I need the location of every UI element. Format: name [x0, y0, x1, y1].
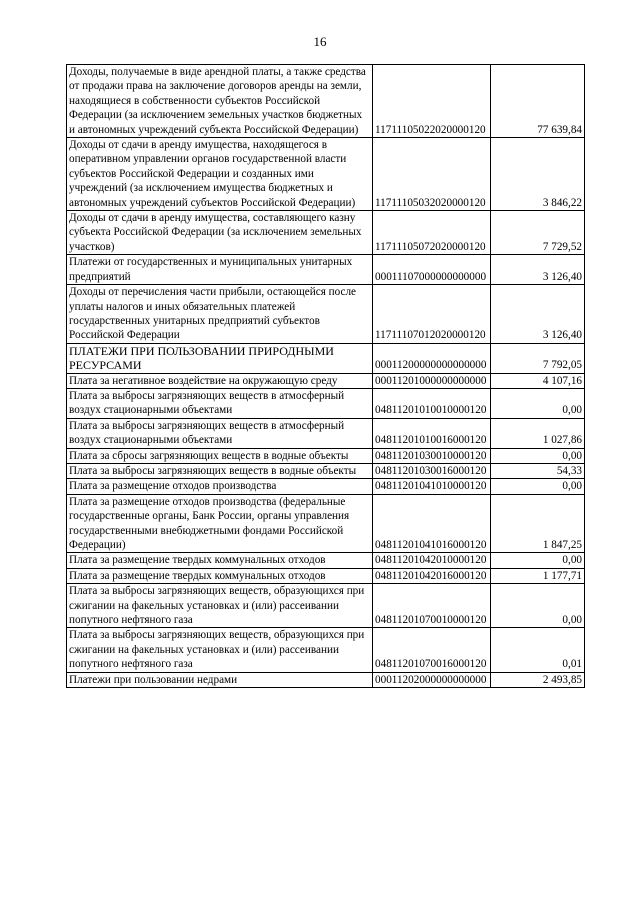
row-code-cell: 00011201000000000000	[373, 373, 491, 388]
row-code-cell: 00011202000000000000	[373, 672, 491, 687]
row-name-cell: Плата за выбросы загрязняющих веществ, образующихся при сжигании на факельных установках и (или) рассеивании попутного нефтяного газа	[67, 584, 373, 628]
row-code-cell: 04811201041010000120	[373, 479, 491, 494]
table-row	[67, 285, 585, 344]
row-name-cell: Плата за выбросы загрязняющих веществ в атмосферный воздух стационарными объектами	[67, 418, 373, 448]
table-row	[67, 388, 585, 418]
row-name-cell: Плата за выбросы загрязняющих веществ в атмосферный воздух стационарными объектами	[67, 388, 373, 418]
row-code-cell: 11711105032020000120	[373, 138, 491, 211]
row-name-cell: Доходы от сдачи в аренду имущества, составляющего казну субъекта Российской Федерации (за исключением земельных участков)	[67, 211, 373, 255]
row-code-cell: 11711105022020000120	[373, 65, 491, 138]
row-name-cell: Плата за негативное воздействие на окружающую среду	[67, 373, 373, 388]
table-row	[67, 418, 585, 448]
row-amount-cell: 1 177,71	[491, 568, 585, 583]
row-code-cell: 04811201041016000120	[373, 494, 491, 553]
row-code-cell: 04811201030016000120	[373, 463, 491, 478]
row-name-cell: Плата за размещение твердых коммунальных отходов	[67, 568, 373, 583]
row-code-cell: 04811201010016000120	[373, 418, 491, 448]
row-amount-cell: 0,00	[491, 553, 585, 568]
table-row	[67, 568, 585, 583]
row-amount-cell: 0,00	[491, 584, 585, 628]
row-code-cell: 04811201042016000120	[373, 568, 491, 583]
row-amount-cell: 7 792,05	[491, 343, 585, 373]
row-name-cell: Доходы от сдачи в аренду имущества, находящегося в оперативном управлении органов государственной власти субъектов Российской Федерации и созданных ими учреждений (за исключением имущества бюджетных и автономных учреждений субъектов Российской Федерации)	[67, 138, 373, 211]
row-amount-cell: 0,00	[491, 448, 585, 463]
table-row	[67, 584, 585, 628]
row-name-cell: Плата за размещение отходов производства	[67, 479, 373, 494]
row-code-cell: 11711105072020000120	[373, 211, 491, 255]
row-name-cell: Плата за выбросы загрязняющих веществ в водные объекты	[67, 463, 373, 478]
row-amount-cell: 0,00	[491, 479, 585, 494]
row-amount-cell: 3 126,40	[491, 255, 585, 285]
row-name-cell: ПЛАТЕЖИ ПРИ ПОЛЬЗОВАНИИ ПРИРОДНЫМИ РЕСУРСАМИ	[67, 343, 373, 373]
table-row	[67, 373, 585, 388]
row-name-cell: Плата за выбросы загрязняющих веществ, образующихся при сжигании на факельных установках и (или) рассеивании попутного нефтяного газа	[67, 628, 373, 672]
row-amount-cell: 7 729,52	[491, 211, 585, 255]
row-code-cell: 04811201070010000120	[373, 584, 491, 628]
table-row	[67, 628, 585, 672]
page-number: 16	[313, 34, 327, 49]
row-code-cell: 04811201042010000120	[373, 553, 491, 568]
table-row	[67, 138, 585, 211]
table-row	[67, 65, 585, 138]
row-code-cell: 00011200000000000000	[373, 343, 491, 373]
budget-revenue-table	[66, 64, 585, 688]
row-amount-cell: 77 639,84	[491, 65, 585, 138]
row-name-cell: Плата за сбросы загрязняющих веществ в водные объекты	[67, 448, 373, 463]
row-amount-cell: 1 027,86	[491, 418, 585, 448]
table-row	[67, 255, 585, 285]
row-amount-cell: 1 847,25	[491, 494, 585, 553]
row-amount-cell: 0,00	[491, 388, 585, 418]
row-name-cell: Платежи от государственных и муниципальных унитарных предприятий	[67, 255, 373, 285]
row-code-cell: 04811201010010000120	[373, 388, 491, 418]
row-amount-cell: 3 126,40	[491, 285, 585, 344]
row-amount-cell: 54,33	[491, 463, 585, 478]
row-code-cell: 04811201030010000120	[373, 448, 491, 463]
row-name-cell: Доходы от перечисления части прибыли, остающейся после уплаты налогов и иных обязательных платежей государственных унитарных предприятий субъектов Российской Федерации	[67, 285, 373, 344]
table-row	[67, 448, 585, 463]
row-code-cell: 11711107012020000120	[373, 285, 491, 344]
row-amount-cell: 4 107,16	[491, 373, 585, 388]
row-amount-cell: 2 493,85	[491, 672, 585, 687]
table-row	[67, 211, 585, 255]
row-name-cell: Плата за размещение отходов производства (федеральные государственные органы, Банк России, органы управления государственными внебюджетными фондами Российской Федерации)	[67, 494, 373, 553]
row-name-cell: Платежи при пользовании недрами	[67, 672, 373, 687]
table-row	[67, 672, 585, 687]
row-name-cell: Плата за размещение твердых коммунальных отходов	[67, 553, 373, 568]
row-code-cell: 00011107000000000000	[373, 255, 491, 285]
table-row	[67, 494, 585, 553]
row-name-cell: Доходы, получаемые в виде арендной платы, а также средства от продажи права на заключение договоров аренды на земли, находящиеся в собственности субъектов Российской Федерации (за исключением земельных участков бюджетных и автономных учреждений субъекта Российской Федерации)	[67, 65, 373, 138]
table-body	[67, 65, 585, 688]
row-code-cell: 04811201070016000120	[373, 628, 491, 672]
table-row	[67, 553, 585, 568]
table-row	[67, 479, 585, 494]
table-row	[67, 343, 585, 373]
row-amount-cell: 0,01	[491, 628, 585, 672]
table-row	[67, 463, 585, 478]
row-amount-cell: 3 846,22	[491, 138, 585, 211]
